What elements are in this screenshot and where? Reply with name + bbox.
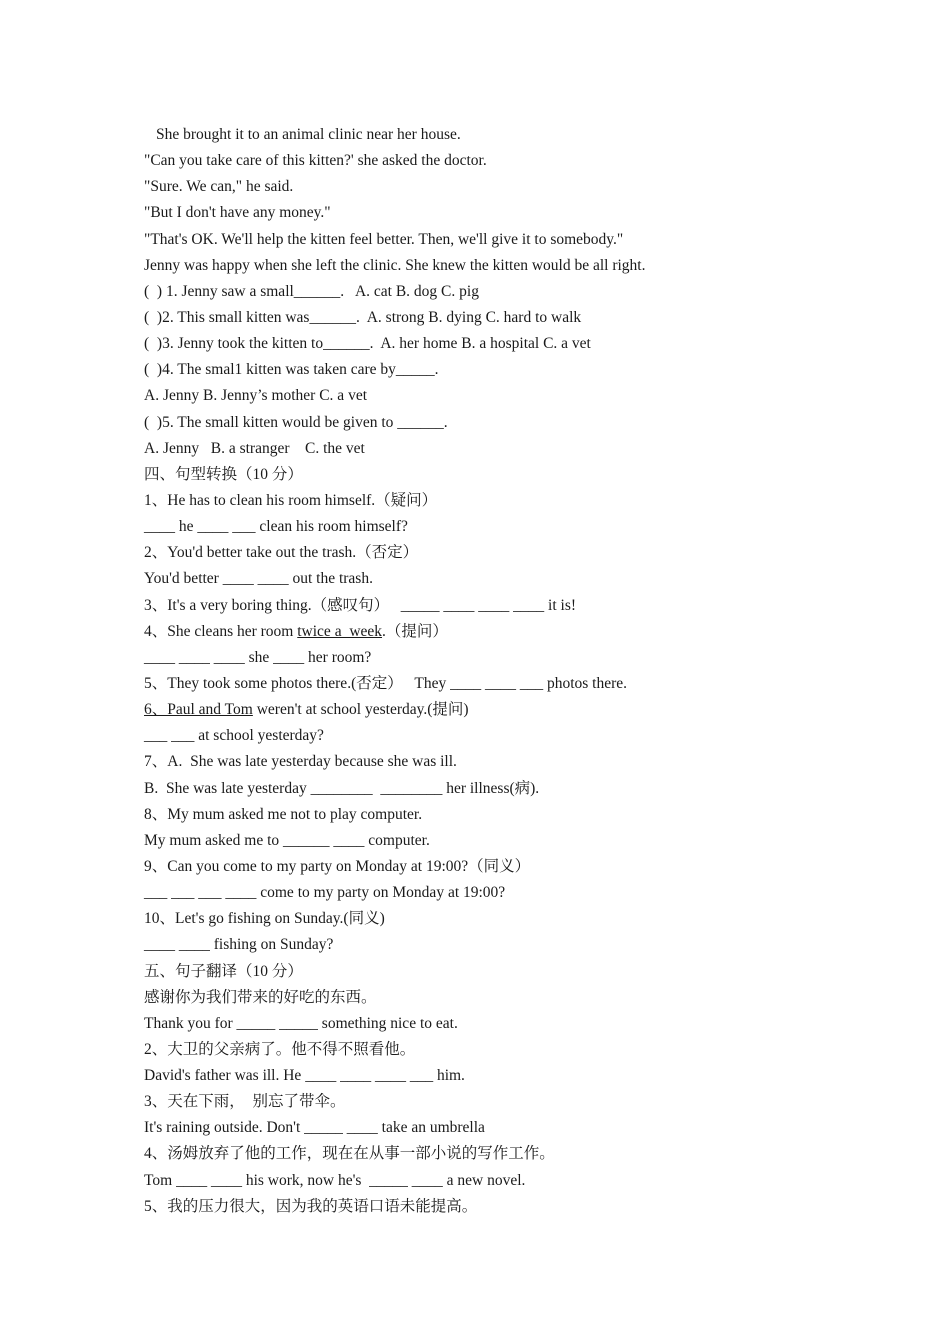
underlined-text: twice a week [297,622,383,640]
question-line: ( )4. The smal1 kitten was taken care by_____. [144,361,439,379]
exercise-line: 7、A. She was late yesterday because she was ill. [144,753,457,771]
question-options: A. Jenny B. a stranger C. the vet [144,439,365,457]
exercise-line: 1、He has to clean his room himself.（疑问） [144,491,438,509]
exercise-line: 9、Can you come to my party on Monday at 19:00?（同义） [144,857,531,875]
exercise-line: ____ ____ fishing on Sunday? [144,936,334,954]
translation-line: 感谢你为我们带来的好吃的东西。 [144,988,377,1006]
question-line: ( ) 1. Jenny saw a small______. A. cat B. dog C. pig [144,282,479,300]
question-line: ( )3. Jenny took the kitten to______. A. her home B. a hospital C. a vet [144,335,591,353]
question-line: ( )2. This small kitten was______. A. strong B. dying C. hard to walk [144,308,582,326]
exercise-line: 8、My mum asked me not to play computer. [144,805,423,823]
translation-line: It's raining outside. Don't _____ ____ take an umbrella [144,1119,485,1137]
exercise-line: B. She was late yesterday ________ ________ her illness(病). [144,779,540,797]
exercise-line: You'd better ____ ____ out the trash. [144,570,373,588]
section-heading: 五、句子翻译（10 分） [144,962,303,980]
exercise-line: ___ ___ at school yesterday? [144,727,324,745]
exercise-line [144,619,844,645]
exercise-line [144,697,844,723]
exercise-line: ____ ____ ____ she ____ her room? [144,648,372,666]
story-line: "Sure. We can," he said. [144,178,294,196]
translation-line: David's father was ill. He ____ ____ ____ ___ him. [144,1067,465,1085]
story-line: "But I don't have any money." [144,204,331,222]
exercise-line: 2、You'd better take out the trash.（否定） [144,544,419,562]
exercise-line: ____ he ____ ___ clean his room himself? [144,518,408,536]
exercise-text: weren't at school yesterday.(提问) [252,701,469,719]
exercise-line: 3、It's a very boring thing.（感叹句） _____ ____ ____ ____ it is! [144,596,577,614]
translation-line: 2、大卫的父亲病了。他不得不照看他。 [144,1040,416,1058]
question-options: A. Jenny B. Jenny’s mother C. a vet [144,387,368,405]
underlined-text: 6、Paul and Tom [144,701,253,719]
translation-line: 3、天在下雨， 别忘了带伞。 [144,1093,346,1111]
translation-line: Tom ____ ____ his work, now he's _____ ____ a new novel. [144,1171,526,1189]
question-line: ( )5. The small kitten would be given to ______. [144,413,448,431]
exercise-text: .（提问） [382,622,448,640]
translation-line: 5、我的压力很大，因为我的英语口语未能提高。 [144,1197,478,1215]
exercise-text: 4、She cleans her room [144,622,298,640]
exercise-line: 10、Let's go fishing on Sunday.(同义) [144,910,385,928]
story-line: She brought it to an animal clinic near her house. [156,126,461,143]
story-line: "Can you take care of this kitten?' she asked the doctor. [144,152,487,170]
translation-line: Thank you for _____ _____ something nice to eat. [144,1014,458,1032]
exercise-line: 5、They took some photos there.(否定） They ____ ____ ___ photos there. [144,674,628,692]
story-line: Jenny was happy when she left the clinic. She knew the kitten would be all right. [144,256,646,274]
exercise-line: ___ ___ ___ ____ come to my party on Monday at 19:00? [144,884,506,902]
exercise-line: My mum asked me to ______ ____ computer. [144,831,430,849]
document-body [144,122,844,1220]
translation-line: 4、汤姆放弃了他的工作，现在在从事一部小说的写作工作。 [144,1145,555,1163]
section-heading: 四、句型转换（10 分） [144,465,303,483]
story-line: "That's OK. We'll help the kitten feel better. Then, we'll give it to somebody." [144,230,624,248]
